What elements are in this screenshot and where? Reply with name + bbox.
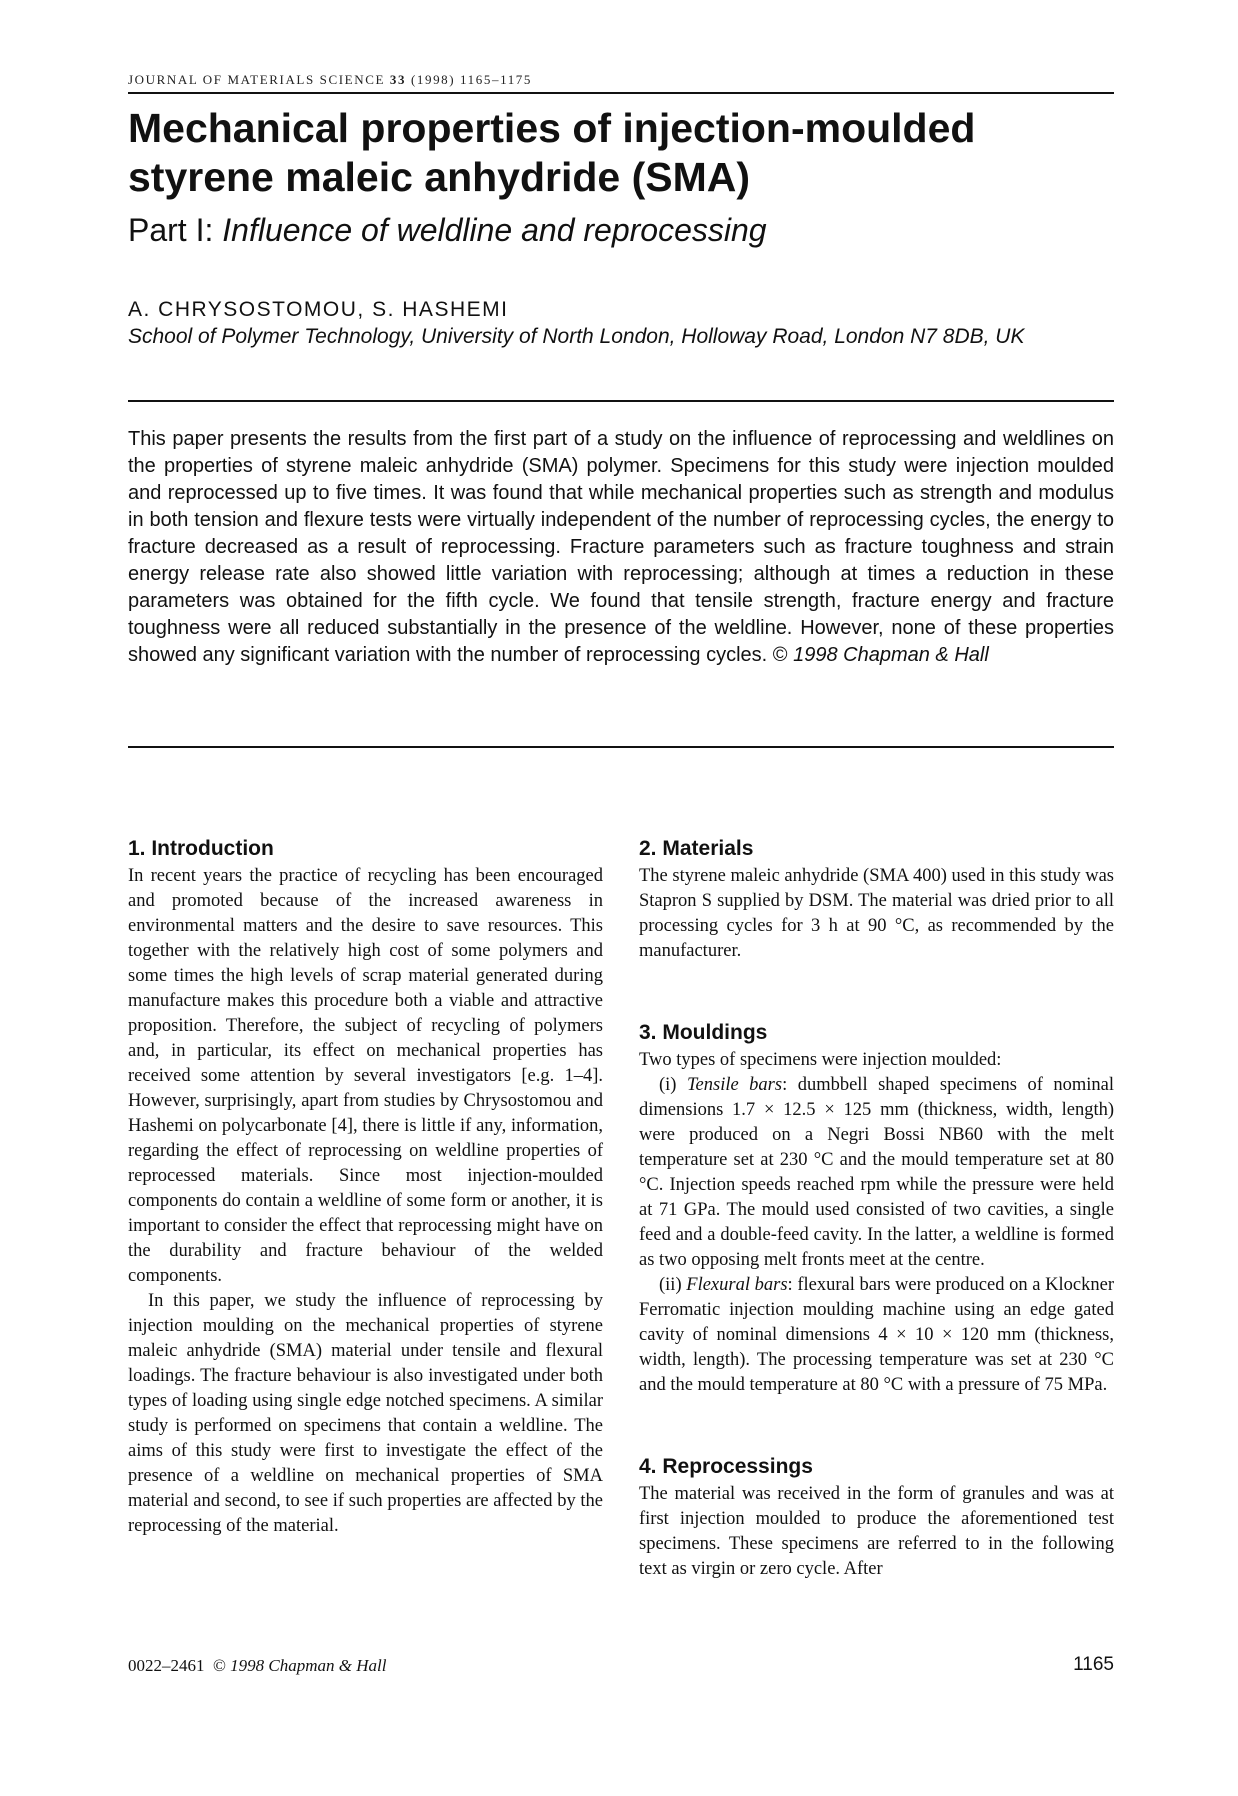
tensile-text: : dumbbell shaped specimens of nominal dimensions 1.7 × 12.5 × 125 mm (thickness, width, length) were produced on a Negri Bossi NB60 with the melt temperature set at 230 °C and the mould temperature set at 80 °C. Injection speeds reached rpm while the pressure were held at 71 GPa. The mould used consisted of two cavities, a single feed and a double-feed cavity. In the latter, a weldline is formed as two opposing melt fronts meet at the centre. [639,1075,1114,1270]
abstract-text: This paper presents the results from the first part of a study on the influence of reprocessing and weldlines on the properties of styrene maleic anhydride (SMA) polymer. Specimens for this study were injection moulded and reprocessed up to five times. It was found that while mechanical properties such as strength and modulus in both tension and flexure tests were virtually independent of the number of reprocessing cycles, the energy to fracture decreased as a result of reprocessing. Fracture parameters such as fracture toughness and strain energy release rate also showed little variation with reprocessing; although at times a reduction in these parameters was obtained for the fifth cycle. We found that tensile strength, fracture energy and fracture toughness were all reduced substantially in the presence of the weldline. However, none of these properties showed any significant variation with the number of reprocessing cycles. [128,428,1114,666]
abstract-copyright: 1998 Chapman & Hall [793,644,989,666]
footer-issn: 0022–2461 [128,1656,205,1675]
section-spacer [639,1398,1114,1454]
tensile-label: (i) [659,1075,677,1095]
section-heading-materials: 2. Materials [639,837,754,860]
journal-year-pages: (1998) 1165–1175 [410,72,532,87]
section-spacer [639,964,1114,1020]
right-column [639,836,1114,1582]
authors: A. CHRYSOSTOMOU, S. HASHEMI [128,298,509,321]
materials-paragraph: The styrene maleic anhydride (SMA 400) used in this study was Stapron S supplied by DSM. The material was dried prior to all processing cycles for 3 h at 90 °C, as recommended by the manufacturer. [639,866,1114,961]
footer-copyright: 1998 Chapman & Hall [230,1656,387,1675]
journal-name: JOURNAL OF MATERIALS SCIENCE [128,72,386,87]
subtitle-text: Influence of weldline and reprocessing [222,212,767,248]
tensile-term: Tensile bars [686,1075,783,1095]
introduction-paragraph-2: In this paper, we study the influence of reprocessing by injection moulding on the mechanical properties of styrene maleic anhydride (SMA) material under tensile and flexural loadings. The fracture behaviour is also investigated under both types of loading using single edge notched specimens. A similar study is performed on specimens that contain a weldline. The aims of this study were first to investigate the effect of the presence of a weldline on mechanical properties of SMA material and second, to see if such properties are affected by the reprocessing of the material. [128,1291,603,1536]
section-heading-introduction: 1. Introduction [128,837,274,860]
footer-copyright-symbol: © [213,1656,226,1675]
copyright-symbol: © [772,644,788,666]
mouldings-paragraph-1: Two types of specimens were injection moulded: [639,1050,1002,1070]
left-column [128,836,603,1539]
header-rule [128,92,1114,94]
page-number: 1165 [1073,1654,1114,1675]
paper-subtitle [128,210,1114,250]
paper-title: Mechanical properties of injection-moulded styrene maleic anhydride (SMA) [128,105,976,200]
affiliation: School of Polymer Technology, University of North London, Holloway Road, London N7 8DB, UK [128,325,1025,348]
introduction-paragraph-1: In recent years the practice of recycling has been encouraged and promoted because of the increased awareness in environmental matters and the desire to save resources. This together with the relatively high cost of some polymers and some times the high levels of scrap material generated during manufacture makes this procedure both a viable and attractive proposition. Therefore, the subject of recycling of polymers and, in particular, its effect on mechanical properties has received some attention by several investigators [e.g. 1–4]. However, surprisingly, apart from studies by Chrysostomou and Hashemi on polycarbonate [4], there is little if any, information, regarding the effect of reprocessing on weldline properties of reprocessed materials. Since most injection-moulded components do contain a weldline of some form or another, it is important to consider the effect that reprocessing might have on the durability and fracture behaviour of the welded components. [128,866,603,1286]
journal-header [128,72,1114,88]
subtitle-part: Part I: [128,212,214,248]
mouldings-paragraph-tensile [639,1073,1114,1273]
section-heading-mouldings: 3. Mouldings [639,1021,768,1044]
mouldings-paragraph-flexural [639,1273,1114,1398]
abstract-top-rule [128,400,1114,402]
abstract [128,426,1114,669]
flexural-text: : flexural bars were produced on a Klockner Ferromatic injection moulding machine using an edge gated cavity of nominal dimensions 4 × 10 × 120 mm (thickness, width, length). The processing temperature was set at 230 °C and the mould temperature at 80 °C with a pressure of 75 MPa. [639,1275,1114,1395]
flexural-label: (ii) [659,1275,682,1295]
journal-volume: 33 [389,72,407,87]
reprocessings-paragraph: The material was received in the form of granules and was at first injection moulded to produce the aforementioned test specimens. These specimens are referred to in the following text as virgin or zero cycle. After [639,1484,1114,1579]
abstract-bottom-rule [128,746,1114,748]
section-heading-reprocessings: 4. Reprocessings [639,1455,813,1478]
flexural-term: Flexural bars [686,1275,788,1295]
footer-issn-copyright [128,1656,386,1676]
